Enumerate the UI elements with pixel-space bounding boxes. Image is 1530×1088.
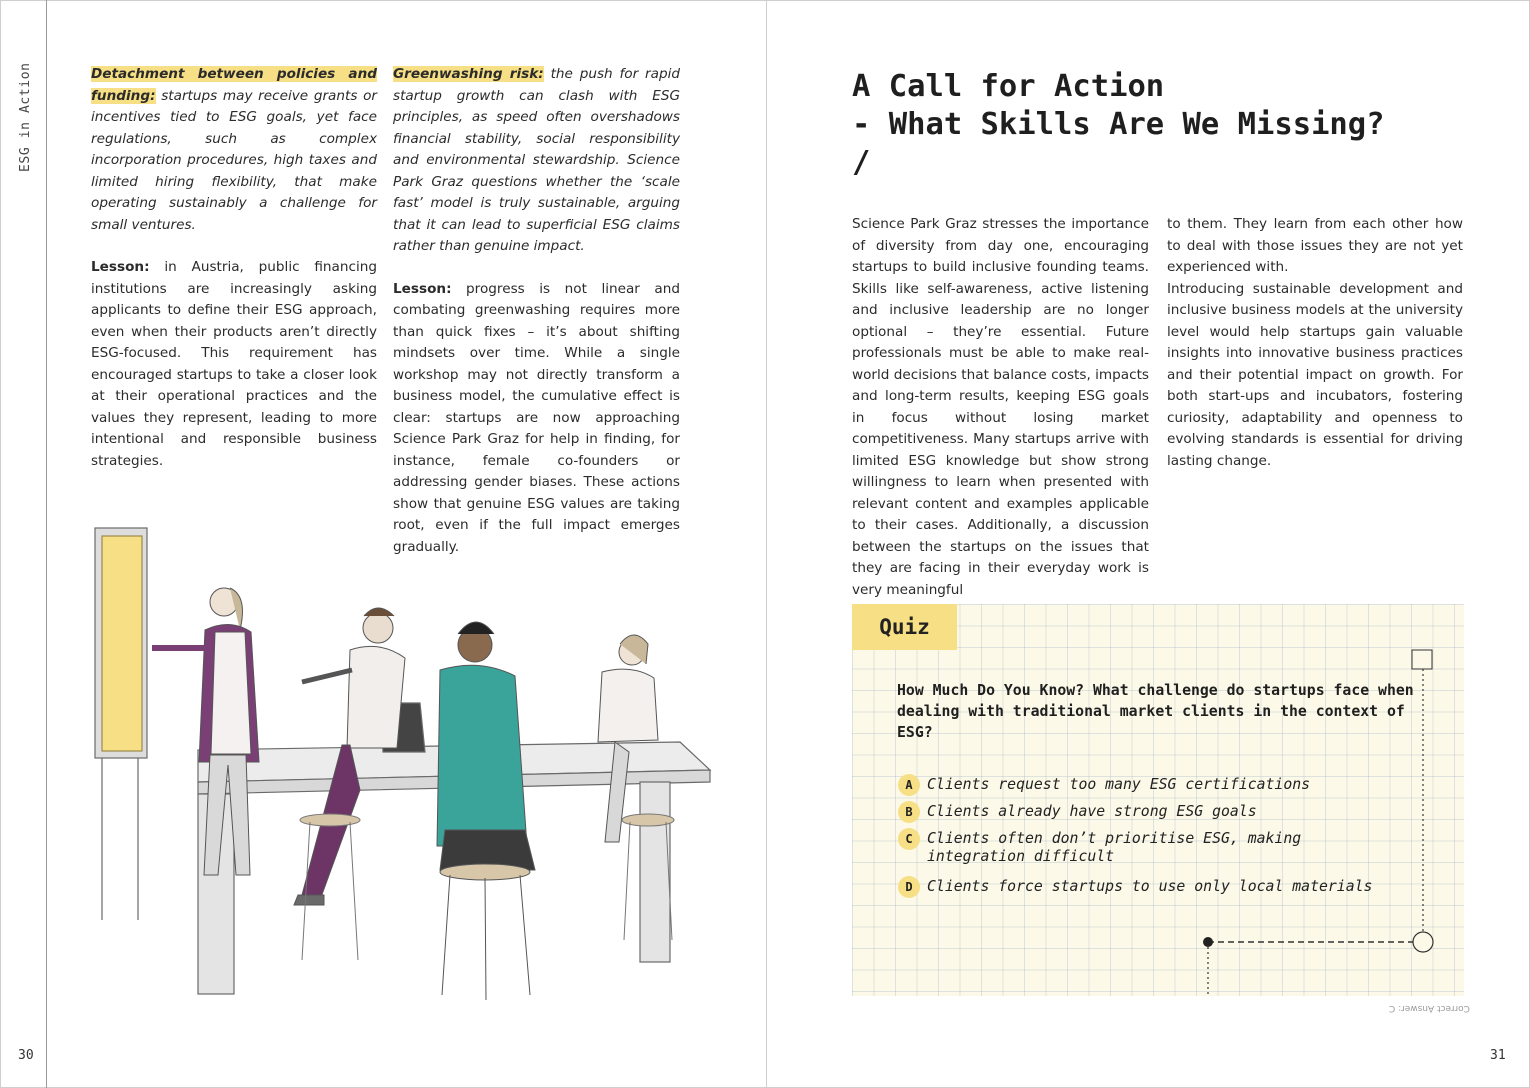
lesson-paragraph	[91, 257, 377, 472]
lesson-label: Lesson:	[393, 280, 452, 297]
right-column-1	[852, 214, 1149, 601]
page-number-left: 30	[18, 1048, 34, 1063]
quiz-box	[852, 604, 1464, 996]
option-text: Clients request too many ESG certifications	[927, 776, 1311, 793]
title-line-3: /	[852, 145, 871, 180]
quiz-tab: Quiz	[852, 604, 957, 650]
lead-text: the push for rapid startup growth can clash with ESG principles, as speed often overshadows financial stability, social responsibility and environmental stewardship. Science Park Graz questions whether the ‘scale fast’ model is truly sustainable, arguing that it can lead to superficial ESG claims rather than genuine impact.	[393, 66, 680, 254]
spine-divider	[46, 0, 47, 1088]
option-letter-badge: B	[898, 801, 920, 823]
checkbox-icon	[1412, 650, 1432, 669]
quiz-connector-lines	[852, 604, 1464, 996]
lesson-paragraph	[393, 279, 680, 559]
left-column-1	[91, 64, 377, 472]
lesson-text: in Austria, public financing institutions are increasingly asking applicants to define their ESG approach, even when their products aren’t directly ESG-focused. This requirement has encouraged startups to take a closer look at their operational practices and the values they represent, leading to more intentional and responsible business strategies.	[91, 259, 377, 469]
title-line-2: - What Skills Are We Missing?	[852, 107, 1385, 142]
quiz-question: How Much Do You Know? What challenge do startups face when dealing with traditional market clients in the context of ESG?	[897, 682, 1414, 741]
lead-text: startups may receive grants or incentives tied to ESG goals, yet face regulations, such as complex incorporation procedures, high taxes and limited hiring flexibility, that make operating sustainably a challenge for small ventures.	[91, 87, 377, 233]
left-column-2	[393, 64, 680, 558]
lead-heading: Greenwashing risk:	[393, 66, 544, 82]
policy-funding-paragraph	[91, 64, 377, 236]
skills-paragraph: Science Park Graz stresses the importance of diversity from day one, encouraging startups to build inclusive founding teams. Skills like self-awareness, active listening and inclusive leadership are no longer optional – they’re essential. Future professionals must be able to make real-world decisions that balance costs, impacts and long-term results, keeping ESG goals in focus without losing market competitiveness. Many startups arrive with limited ESG knowledge but show strong willingness to learn when presented with relevant content and examples applicable to their cases. Additionally, a discussion between the startups on the issues that they are facing in their everyday work is very meaningful	[852, 216, 1149, 598]
section-label: ESG in Action	[18, 62, 33, 172]
page-title	[852, 68, 1452, 182]
lesson-label: Lesson:	[91, 259, 150, 275]
correct-answer-upside-down: Correct Answer: C	[1389, 1003, 1470, 1013]
yellow-board	[102, 536, 142, 751]
lesson-text: progress is not linear and combating greenwashing requires more than quick fixes – it’s about shifting mindsets over time. While a single workshop may not directly transform a business model, the cumulative effect is clear: startups are now approaching Science Park Graz for help in finding, for instance, female co-founders or addressing gender biases. These actions show that genuine ESG values are taking root, even if the full impact emerges gradually.	[393, 280, 680, 555]
university-paragraph: Introducing sustainable development and inclusive business models at the university level would help startups gain valuable insights into innovative business practices and their potential impact on growth. For both start-ups and incubators, fostering curiosity, adaptability and openness to evolving standards is essential for driving lasting change.	[1167, 280, 1463, 469]
option-letter-badge: D	[898, 876, 920, 898]
right-column-2	[1167, 214, 1463, 472]
option-text: Clients often don’t prioritise ESG, making integration difficult	[927, 830, 1302, 865]
start-dot-icon	[1203, 937, 1213, 947]
lead-heading: Detachment between policies and funding:	[91, 66, 377, 104]
end-circle-icon	[1413, 932, 1433, 952]
page-number-right: 31	[1490, 1048, 1506, 1063]
option-letter-badge: C	[898, 828, 920, 850]
greenwashing-paragraph	[393, 64, 680, 258]
option-text: Clients force startups to use only local materials	[927, 878, 1373, 895]
title-line-1: A Call for Action	[852, 69, 1165, 104]
continuation-paragraph: to them. They learn from each other how to deal with those issues they are not yet experienced with.	[1167, 216, 1463, 275]
option-text: Clients already have strong ESG goals	[927, 803, 1257, 820]
option-letter-badge: A	[898, 774, 920, 796]
team-meeting-illustration	[80, 520, 720, 1025]
